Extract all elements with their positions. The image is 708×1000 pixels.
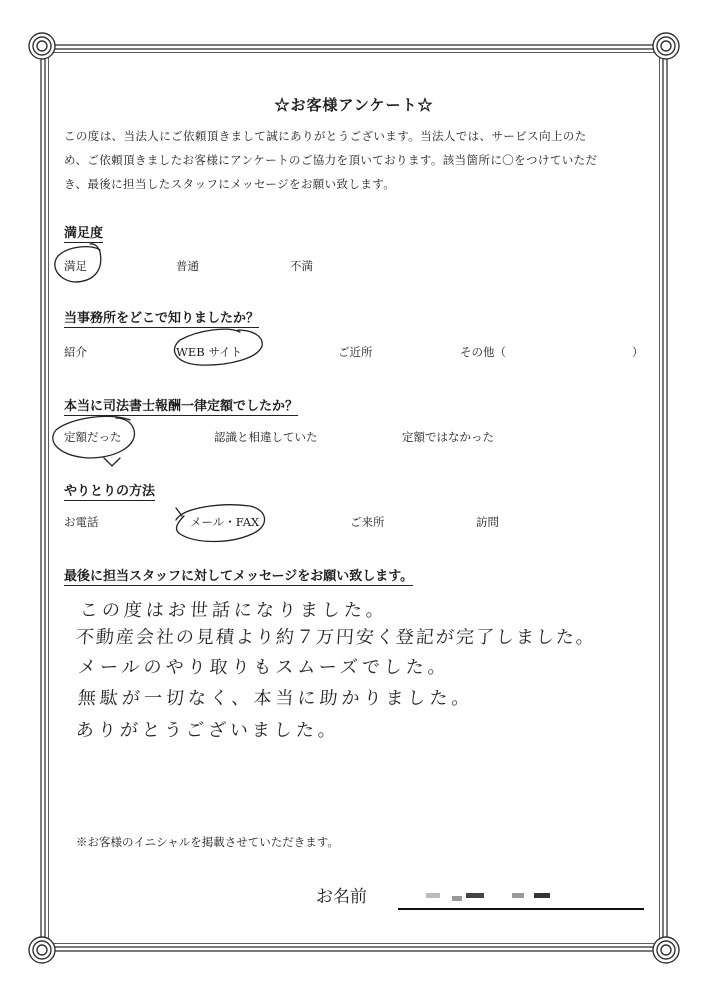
message-line: ありがとうございました。: [75, 720, 341, 741]
q4-option-home-visit[interactable]: 訪問: [476, 515, 499, 529]
q4-option-phone[interactable]: お電話: [64, 515, 99, 529]
survey-title: ☆お客様アンケート☆: [274, 96, 434, 114]
redaction-mark: [466, 893, 484, 898]
intro-line: この度は、当法人にご依頼頂きまして誠にありがとうございます。当法人では、サービス向上のた: [64, 129, 587, 143]
message-line: この度はお世話になりました。: [79, 600, 389, 621]
q3-heading: 本当に司法書士報酬一律定額でしたか？: [64, 395, 298, 416]
q2-option-other[interactable]: その他（: [460, 345, 506, 359]
q4-option-visit-office[interactable]: ご来所: [350, 515, 385, 529]
redaction-mark: [452, 896, 462, 901]
q4-heading: やりとりの方法: [64, 480, 155, 501]
message-line: メールのやり取りもスムーズでした。: [77, 657, 451, 678]
message-line: 無駄が一切なく、本当に助かりました。: [77, 688, 475, 709]
name-field-line[interactable]: [398, 908, 644, 910]
redaction-mark: [426, 893, 440, 898]
q1-option-dissatisfied[interactable]: 不満: [290, 259, 313, 273]
q1-option-satisfied[interactable]: 満足: [64, 259, 87, 273]
q1-option-normal[interactable]: 普通: [176, 259, 199, 273]
name-label: お名前: [316, 887, 367, 907]
redaction-mark: [534, 893, 550, 898]
q2-heading: 当事務所をどこで知りましたか？: [64, 307, 259, 328]
q2-option-neighborhood[interactable]: ご近所: [338, 345, 373, 359]
q1-heading: 満足度: [64, 222, 103, 243]
intro-line: き、最後に担当したスタッフにメッセージをお願い致します。: [64, 177, 396, 191]
q4-option-mail-fax[interactable]: メール・FAX: [190, 515, 260, 529]
q3-option-fixed[interactable]: 定額だった: [64, 430, 122, 444]
q3-option-differed[interactable]: 認識と相違していた: [214, 430, 318, 444]
redaction-mark: [512, 893, 524, 898]
q2-option-other-close: ）: [632, 345, 644, 359]
intro-line: め、ご依頼頂きましたお客様にアンケートのご協力を頂いております。該当箇所に〇をつけていただ: [64, 153, 598, 167]
intro-text: [64, 124, 654, 196]
q5-heading: 最後に担当スタッフに対してメッセージをお願い致します。: [64, 565, 413, 586]
message-line: 不動産会社の見積より約７万円安く登記が完了しました。: [75, 627, 597, 648]
q3-option-not-fixed[interactable]: 定額ではなかった: [402, 430, 494, 444]
q2-option-website[interactable]: WEB サイト: [176, 345, 243, 359]
initials-note: ※お客様のイニシャルを掲載させていただきます。: [76, 835, 339, 849]
q2-option-referral[interactable]: 紹介: [64, 345, 87, 359]
